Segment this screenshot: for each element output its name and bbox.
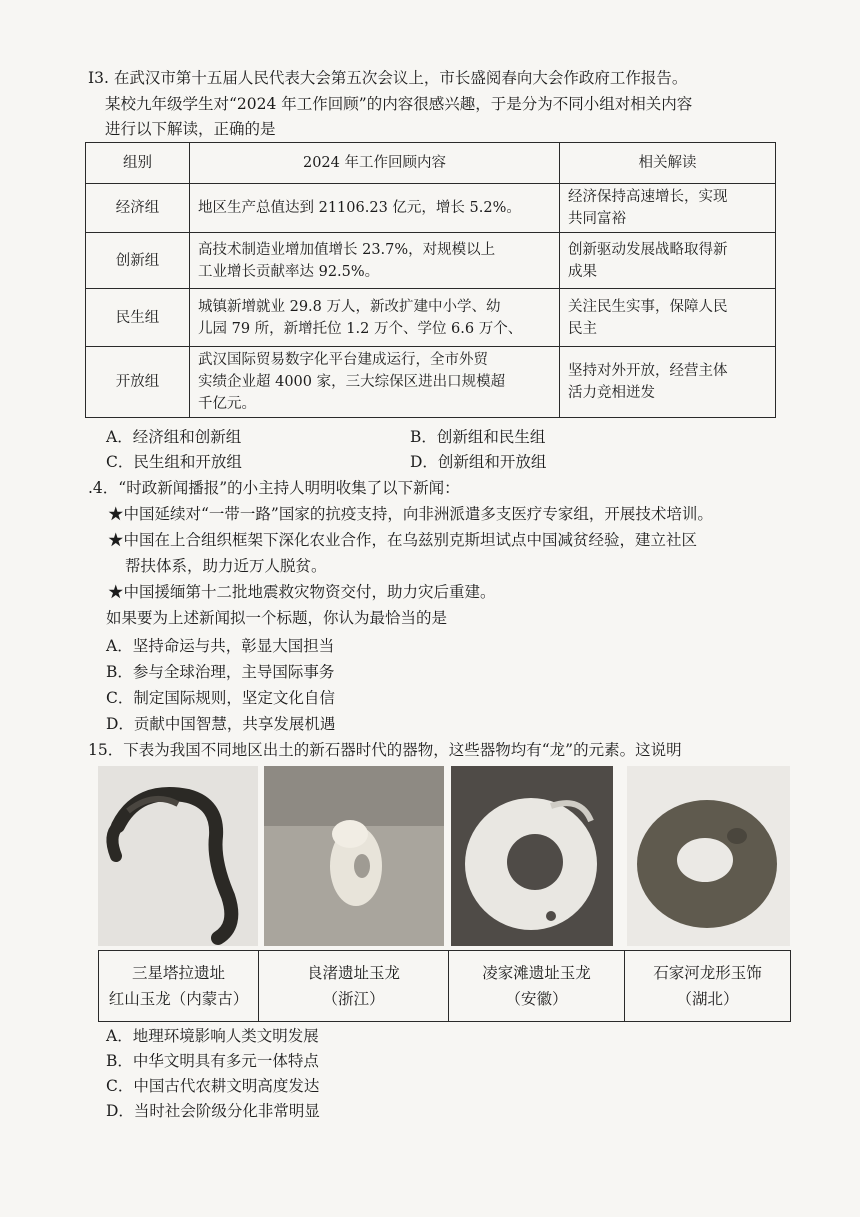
content-line: 高技术制造业增加值增长 23.7%，对规模以上 bbox=[198, 241, 496, 258]
reading-line: 关注民生实事，保障人民 bbox=[568, 298, 728, 315]
reading-line: 经济保持高速增长，实现 bbox=[568, 189, 728, 205]
caption-line: 凌家滩遗址玉龙 bbox=[482, 964, 591, 982]
q14-option-d[interactable]: D．贡献中国智慧，共享发展机遇 bbox=[106, 715, 336, 733]
q15-option-a[interactable]: A．地理环境影响人类文明发展 bbox=[106, 1027, 319, 1045]
table-row bbox=[86, 233, 776, 289]
q14-option-b[interactable]: B．参与全球治理，主导国际事务 bbox=[106, 663, 335, 681]
row-reading bbox=[560, 233, 776, 289]
caption-line: 三星塔拉遗址 bbox=[131, 964, 225, 982]
row-group: 民生组 bbox=[86, 289, 190, 347]
row-content bbox=[190, 184, 560, 233]
reading-line: 坚持对外开放，经营主体 bbox=[568, 363, 728, 379]
table-row bbox=[86, 289, 776, 347]
content-line: 地区生产总值达到 21106.23 亿元，增长 5.2%。 bbox=[198, 200, 521, 216]
caption-cell bbox=[99, 951, 259, 1022]
row-group: 开放组 bbox=[86, 347, 190, 418]
hongshan-jade-dragon-icon bbox=[98, 766, 258, 946]
content-line: 千亿元。 bbox=[198, 396, 256, 412]
caption-cell bbox=[449, 951, 625, 1022]
q14-option-c[interactable]: C．制定国际规则，坚定文化自信 bbox=[106, 689, 335, 707]
header-content: 2024 年工作回顾内容 bbox=[190, 143, 560, 184]
q13-stem-line-3: 进行以下解读，正确的是 bbox=[105, 120, 276, 138]
table-row bbox=[86, 347, 776, 418]
caption-line: （安徽） bbox=[505, 990, 568, 1008]
row-content bbox=[190, 289, 560, 347]
q14-news-3: ★中国援缅第十二批地震救灾物资交付，助力灾后重建。 bbox=[108, 583, 496, 601]
q13-table bbox=[85, 142, 776, 418]
q13-option-a[interactable]: A．经济组和创新组 bbox=[106, 428, 242, 446]
content-line: 儿园 79 所，新增托位 1.2 万个、学位 6.6 万个、 bbox=[198, 320, 523, 337]
q13-option-b[interactable]: B．创新组和民生组 bbox=[410, 428, 546, 446]
liangzhu-jade-dragon-image bbox=[264, 766, 444, 946]
header-group: 组别 bbox=[86, 143, 190, 184]
shijiahe-jade-ornament-image bbox=[627, 766, 790, 946]
reading-line: 共同富裕 bbox=[568, 211, 626, 227]
caption-cell bbox=[625, 951, 791, 1022]
caption-line: （湖北） bbox=[676, 990, 739, 1008]
caption-line: 良渚遗址玉龙 bbox=[306, 964, 400, 982]
liangzhu-jade-dragon-icon bbox=[264, 766, 444, 946]
shijiahe-jade-ornament-icon bbox=[627, 766, 790, 946]
q14-option-a[interactable]: A．坚持命运与共，彰显大国担当 bbox=[106, 637, 335, 655]
row-reading bbox=[560, 289, 776, 347]
content-line: 工业增长贡献率达 92.5%。 bbox=[198, 263, 380, 280]
q15-option-d[interactable]: D．当时社会阶级分化非常明显 bbox=[106, 1102, 320, 1120]
caption-row bbox=[99, 951, 791, 1022]
row-group: 创新组 bbox=[86, 233, 190, 289]
caption-line: 石家河龙形玉饰 bbox=[653, 964, 762, 982]
row-content bbox=[190, 233, 560, 289]
q14-news-2-cont: 帮扶体系，助力近万人脱贫。 bbox=[125, 557, 327, 575]
reading-line: 成果 bbox=[568, 263, 597, 280]
lingjiatan-jade-dragon-icon bbox=[451, 766, 613, 946]
content-line: 武汉国际贸易数字化平台建成运行，全市外贸 bbox=[198, 352, 488, 368]
table-row bbox=[86, 184, 776, 233]
q13-option-d[interactable]: D．创新组和开放组 bbox=[410, 453, 547, 471]
caption-line: 红山玉龙（内蒙古） bbox=[108, 990, 249, 1008]
q14-news-1: ★中国延续对“一带一路”国家的抗疫支持，向非洲派遣多支医疗专家组，开展技术培训。 bbox=[108, 505, 713, 523]
q15-caption-table bbox=[98, 950, 791, 1022]
reading-line: 活力竞相迸发 bbox=[568, 385, 655, 401]
reading-line: 民主 bbox=[568, 320, 597, 337]
row-reading bbox=[560, 347, 776, 418]
q15-option-c[interactable]: C．中国古代农耕文明高度发达 bbox=[106, 1077, 320, 1095]
q15-stem: 15．下表为我国不同地区出土的新石器时代的器物，这些器物均有“龙”的元素。这说明 bbox=[88, 741, 682, 759]
hongshan-jade-dragon-image bbox=[98, 766, 258, 946]
lingjiatan-jade-dragon-image bbox=[451, 766, 613, 946]
q14-news-2: ★中国在上合组织框架下深化农业合作，在乌兹别克斯坦试点中国减贫经验，建立社区 bbox=[108, 531, 698, 549]
header-reading: 相关解读 bbox=[560, 143, 776, 184]
q14-stem: .4．“时政新闻播报”的小主持人明明收集了以下新闻： bbox=[88, 479, 460, 497]
q13-stem-line-2: 某校九年级学生对“2024 年工作回顾”的内容很感兴趣，于是分为不同小组对相关内容 bbox=[105, 95, 693, 113]
q15-option-b[interactable]: B．中华文明具有多元一体特点 bbox=[106, 1052, 319, 1070]
row-content bbox=[190, 347, 560, 418]
row-reading bbox=[560, 184, 776, 233]
q14-question: 如果要为上述新闻拟一个标题，你认为最恰当的是 bbox=[106, 609, 448, 627]
content-line: 城镇新增就业 29.8 万人，新改扩建中小学、幼 bbox=[198, 298, 501, 315]
caption-line: （浙江） bbox=[322, 990, 385, 1008]
q13-stem-line-1: I3. 在武汉市第十五届人民代表大会第五次会议上，市长盛阅春向大会作政府工作报告。 bbox=[88, 69, 688, 87]
caption-cell bbox=[259, 951, 449, 1022]
table-header-row bbox=[86, 143, 776, 184]
row-group: 经济组 bbox=[86, 184, 190, 233]
q13-option-c[interactable]: C．民生组和开放组 bbox=[106, 453, 242, 471]
reading-line: 创新驱动发展战略取得新 bbox=[568, 241, 728, 258]
content-line: 实绩企业超 4000 家，三大综保区进出口规模超 bbox=[198, 374, 506, 390]
